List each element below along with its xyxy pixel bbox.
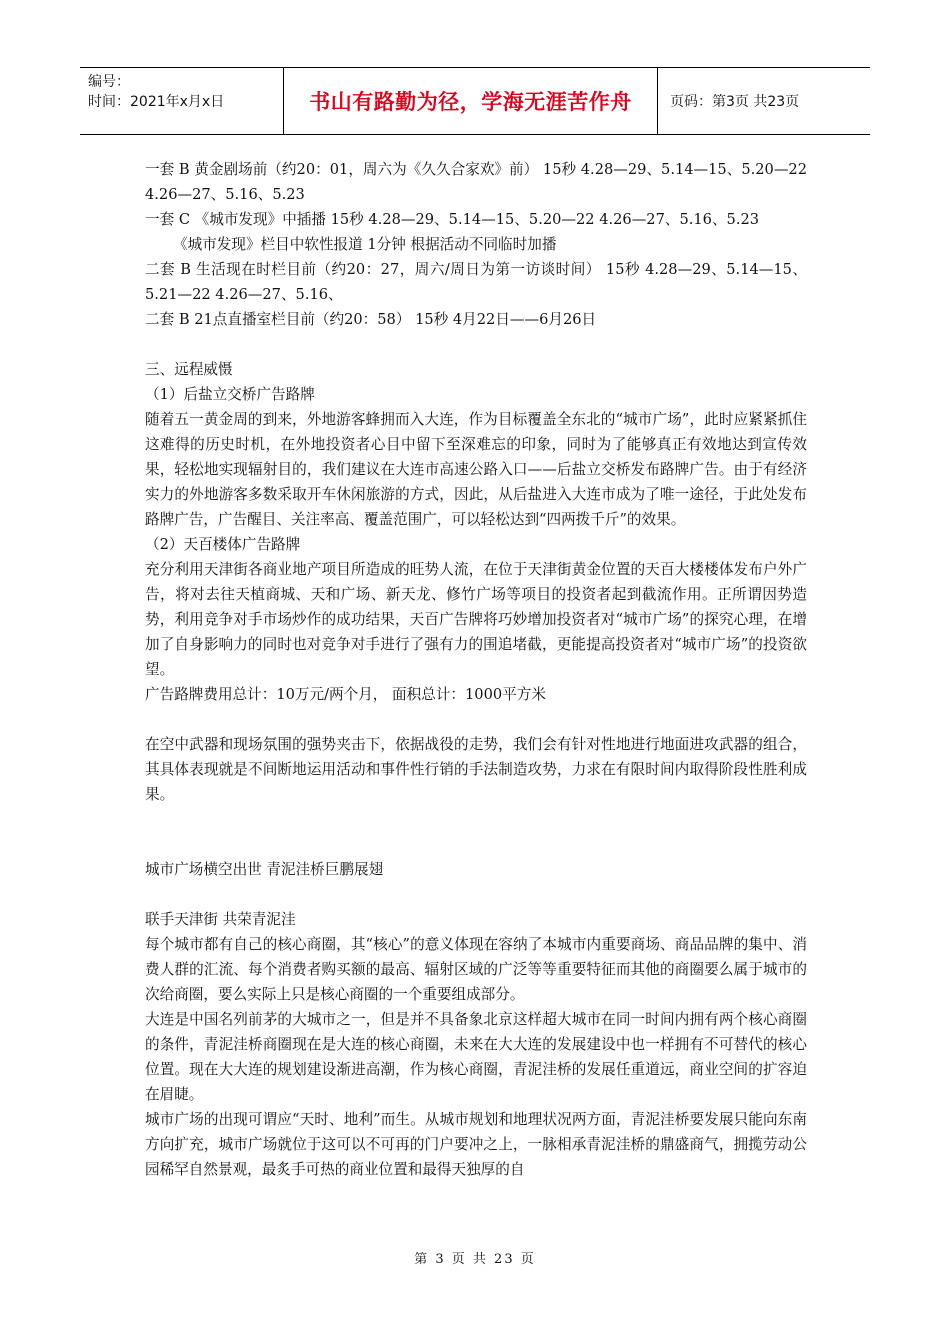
document-body: [145, 157, 807, 1182]
paragraph: 充分利用天津街各商业地产项目所造成的旺势人流，在位于天津街黄金位置的天百大楼楼体发布户外广告，将对去往天植商城、天和广场、新天龙、修竹广场等项目的投资者起到截流作用。正所谓因势造势，利用竞争对手市场炒作的成功结果，天百广告牌将巧妙增加投资者对“城市广场”的探究心理，在增加了自身影响力的同时也对竞争对手进行了强有力的围追堵截，更能提高投资者对“城市广场”的投资欲望。: [145, 561, 807, 678]
paragraph: 在空中武器和现场氛围的强势夹击下，依据战役的走势，我们会有针对性地进行地面进攻武器的组合，其具体表现就是不间断地运用活动和事件性行销的手法制造攻势，力求在有限时间内取得阶段性胜利成果。: [145, 736, 807, 803]
paragraph: 城市广场的出现可谓应“天时、地利”而生。从城市规划和地理状况两方面，青泥洼桥要发展只能向东南方向扩充，城市广场就位于这可以不可再的门户要冲之上，一脉相承青泥洼桥的鼎盛商气，拥揽劳动公园稀罕自然景观，最炙手可热的商业位置和最得天独厚的自: [145, 1111, 807, 1178]
header-motto: 书山有路勤为径，学海无涯苦作舟: [284, 68, 658, 134]
schedule-line: 一套 B 黄金剧场前（约20：01，周六为《久久合家欢》前） 15秒 4.28—29、5.14—15、5.20—22 4.26—27、5.16、5.23: [145, 161, 807, 203]
paragraph: 每个城市都有自己的核心商圈，其“核心”的意义体现在容纳了本城市内重要商场、商品品牌的集中、消费人群的汇流、每个消费者购买额的最高、辐射区域的广泛等等重要特征而其他的商圈要么属于城市的次给商圈，要么实际上只是核心商圈的一个重要组成部分。: [145, 936, 807, 1003]
schedule-line: 《城市发现》栏目中软性报道 1分钟 根据活动不同临时加播: [173, 236, 557, 253]
schedule-line: 一套 C 《城市发现》中插播 15秒 4.28—29、5.14—15、5.20—22 4.26—27、5.16、5.23: [145, 211, 760, 228]
page-footer: 第 3 页 共 23 页: [414, 1252, 536, 1267]
number-label: 编号：: [88, 74, 130, 90]
schedule-line: 二套 B 21点直播室栏目前（约20：58） 15秒 4月22日——6月26日: [145, 311, 597, 328]
cost-line: 广告路牌费用总计：10万元/两个月， 面积总计：1000平方米: [145, 686, 546, 703]
schedule-line: 二套 B 生活现在时栏目前（约20：27，周六/周日为第一访谈时间） 15秒 4.28—29、5.14—15、5.21—22 4.26—27、5.16、: [145, 261, 807, 303]
header-page-label: 页码：第3页 共23页: [670, 94, 800, 110]
headline: 联手天津街 共荣青泥洼: [145, 911, 296, 928]
page-header: [80, 67, 870, 135]
headline: 城市广场横空出世 青泥洼桥巨鹏展翅: [145, 861, 384, 878]
date-label: 时间：2021年x月x日: [88, 94, 225, 110]
paragraph: 大连是中国名列前茅的大城市之一，但是并不具备象北京这样超大城市在同一时间内拥有两个核心商圈的条件，青泥洼桥商圈现在是大连的核心商圈，未来在大大连的发展建设中也一样拥有不可替代的核心位置。现在大大连的规划建设渐进高潮，作为核心商圈，青泥洼桥的发展任重道远，商业空间的扩容迫在眉睫。: [145, 1011, 807, 1103]
subsection-title: （1）后盐立交桥广告路牌: [145, 386, 315, 403]
paragraph: 随着五一黄金周的到来，外地游客蜂拥而入大连，作为目标覆盖全东北的“城市广场”，此时应紧紧抓住这难得的历史时机，在外地投资者心目中留下至深难忘的印象，同时为了能够真正有效地达到宣传效果，轻松地实现辐射目的，我们建议在大连市高速公路入口——后盐立交桥发布路牌广告。由于有经济实力的外地游客多数采取开车休闲旅游的方式，因此，从后盐进入大连市成为了唯一途径，于此处发布路牌广告，广告醒目、关注率高、覆盖范围广，可以轻松达到“四两拨千斤”的效果。: [145, 411, 807, 528]
subsection-title: （2）天百楼体广告路牌: [145, 536, 301, 553]
header-meta: [80, 68, 284, 134]
section-title: 三、远程威慑: [145, 361, 233, 378]
